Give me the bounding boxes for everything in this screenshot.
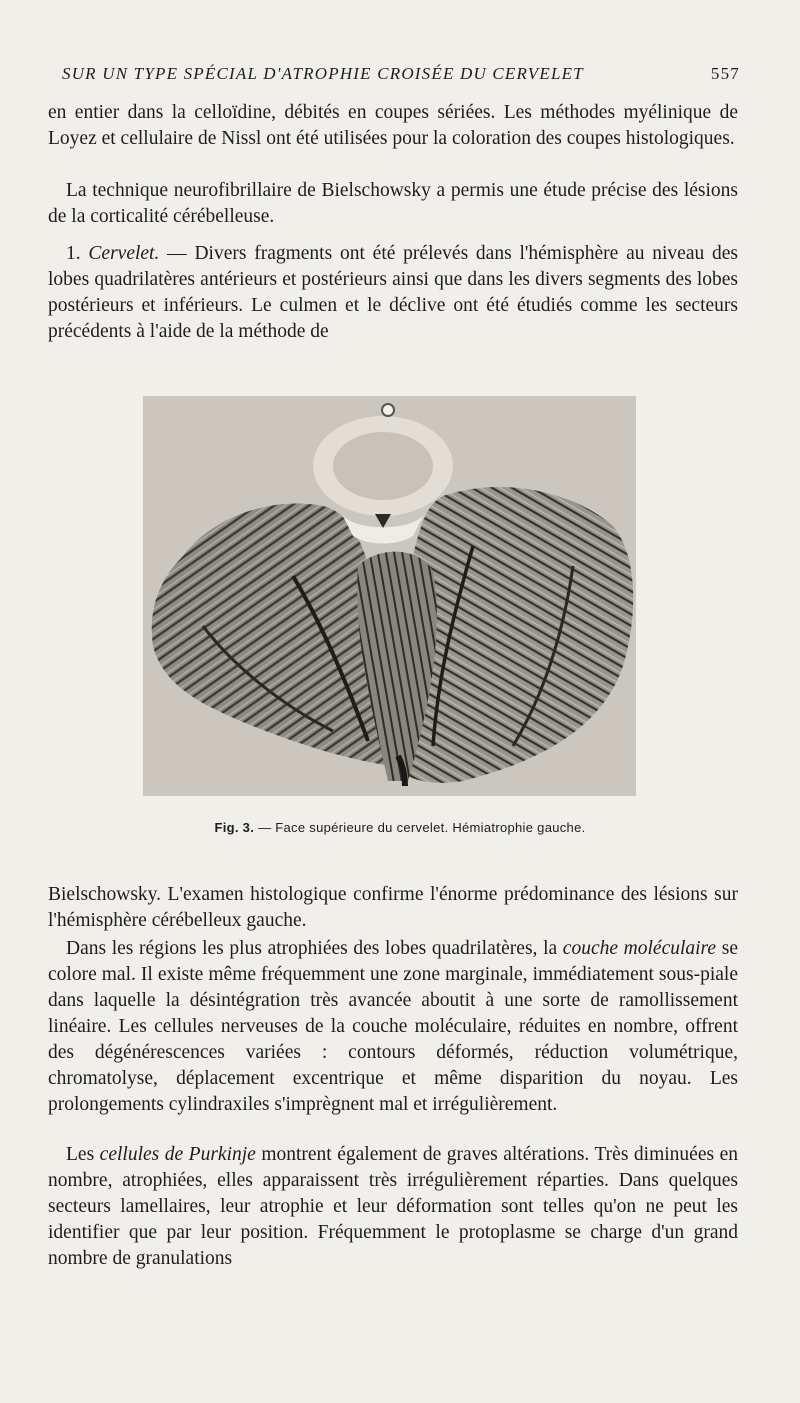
figure-photo-cerebellum bbox=[143, 396, 636, 796]
running-head bbox=[62, 64, 740, 86]
term-cellules-purkinje: cellules de Purkinje bbox=[99, 1144, 256, 1165]
cerebellum-photograph bbox=[143, 396, 636, 796]
figure-label: Fig. 3. bbox=[214, 820, 255, 835]
figure-caption-text: — Face supérieure du cervelet. Hémiatrophie gauche. bbox=[258, 820, 586, 835]
paragraph-bielschowsky: Bielschowsky. L'examen histologique confirme l'énorme prédominance des lésions sur l'hémisphère cérébelleux gauche. bbox=[48, 884, 738, 931]
figure-caption bbox=[0, 820, 800, 835]
running-head-title: SUR UN TYPE SPÉCIAL D'ATROPHIE CROISÉE DU CERVELET bbox=[62, 64, 584, 83]
paragraph-couche-moleculaire bbox=[48, 936, 738, 1118]
p3-start: Les bbox=[66, 1144, 95, 1165]
p2-rest: se colore mal. Il existe même fréquemment une zone marginale, immédiatement sous-piale dans laquelle la désintégration très avancée aboutit à une sorte de ramollissement linéaire. Les cellules nerveuses de la couche moléculaire, réduites en nombre, offrent des dégénérescences variées : contours déformés, réduction volumétrique, chromatolyse, déplacement excentrique et même disparition du noyau. Les prolongements cylindraxiles s'imprègnent mal et irrégulièrement. bbox=[48, 938, 738, 1115]
section-number: 1. bbox=[66, 243, 81, 264]
p2-start: Dans les régions les plus atrophiées des lobes quadrilatères, la bbox=[66, 938, 558, 959]
term-couche-moleculaire: couche moléculaire bbox=[562, 938, 717, 959]
page-number: 557 bbox=[710, 64, 740, 83]
p3-rest: montrent également de graves altérations. Très diminuées en nombre, atrophiées, elles apparaissent très irrégulièrement réparties. Dans quelques secteurs lamellaires, leur atrophie et leur déformation sont telles qu'on ne peut les identifier que par leur position. Fréquemment le protoplasme se charge d'un grand nombre de granulations bbox=[48, 1144, 739, 1269]
section-text: — Divers fragments ont été prélevés dans l'hémisphère au niveau des lobes quadrilatères antérieurs et postérieurs ainsi que dans les divers segments des lobes postérieurs et inférieurs. Le culmen et le déclive ont été étudiés comme les secteurs précédents à l'aide de la méthode de bbox=[48, 243, 739, 342]
section-heading: Cervelet. bbox=[88, 243, 160, 264]
paragraph-technique: La technique neurofibrillaire de Bielschowsky a permis une étude précise des lésions de la corticalité cérébelleuse. bbox=[48, 180, 738, 227]
paragraph-cervelet bbox=[48, 241, 738, 345]
paragraph-methods: en entier dans la celloïdine, débités en coupes sériées. Les méthodes myélinique de Loyez et cellulaire de Nissl ont été utilisées pour la coloration des coupes histologiques. bbox=[48, 102, 738, 149]
paragraph-purkinje bbox=[48, 1142, 738, 1272]
